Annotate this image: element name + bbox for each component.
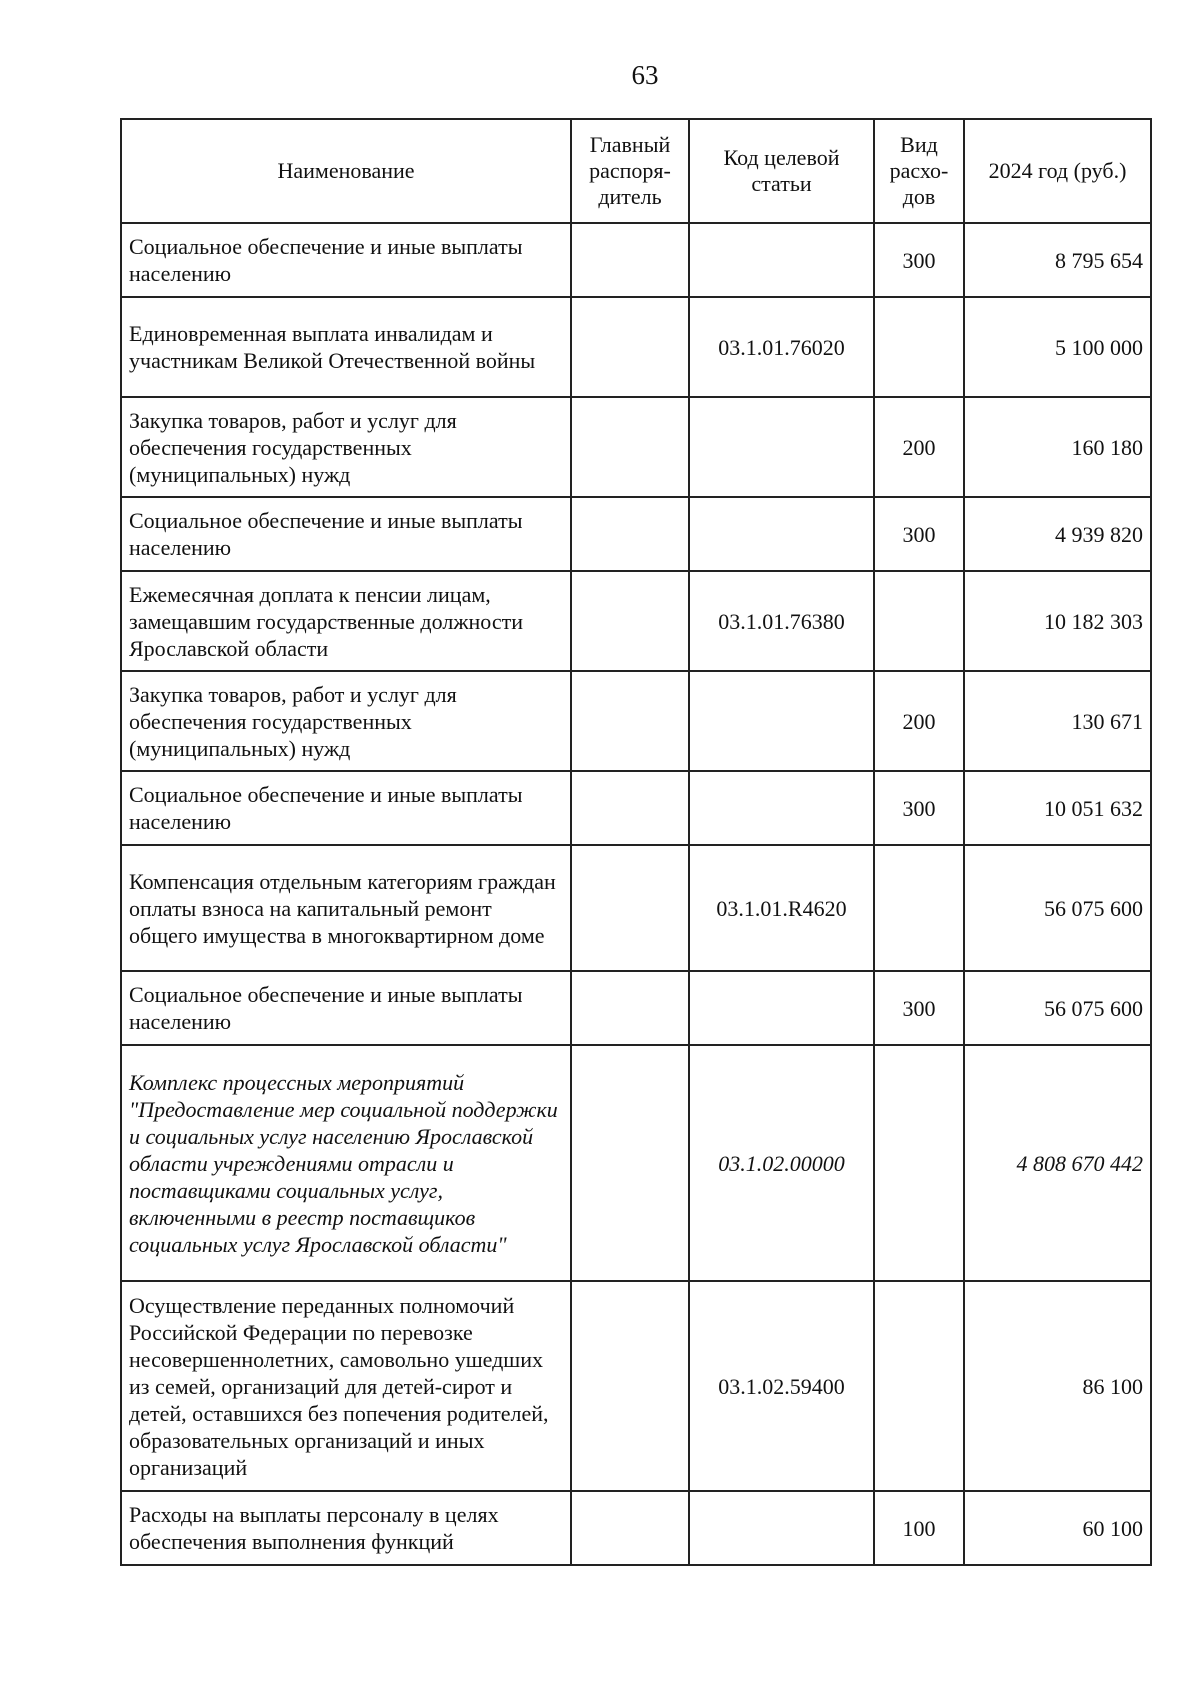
table-row (121, 223, 1151, 297)
table-body (121, 223, 1151, 1565)
row-code-cell: 03.1.01.R4620 (689, 845, 874, 971)
row-name-cell: Осуществление переданных полномочий Российской Федерации по перевозке несовершеннолетних, самовольно ушедших из семей, организаций для детей-сирот и детей, оставшихся без попечения родителей, образовательных организаций и иных организаций (121, 1281, 571, 1491)
row-expense-type-cell (874, 297, 964, 397)
row-amount-cell: 4 808 670 442 (964, 1045, 1151, 1281)
row-manager-cell (571, 397, 689, 497)
row-amount-cell: 10 182 303 (964, 571, 1151, 671)
budget-table (120, 118, 1152, 1566)
row-expense-type-cell (874, 1281, 964, 1491)
row-amount-cell: 86 100 (964, 1281, 1151, 1491)
row-expense-type-cell: 200 (874, 671, 964, 771)
header-code: Код целевой статьи (689, 119, 874, 223)
row-name-cell: Социальное обеспечение и иные выплаты населению (121, 971, 571, 1045)
row-expense-type-cell: 300 (874, 223, 964, 297)
row-expense-type-cell: 100 (874, 1491, 964, 1565)
table-header-row (121, 119, 1151, 223)
row-manager-cell (571, 297, 689, 397)
row-name-cell: Комплекс процессных мероприятий "Предоставление мер социальной поддержки и социальных услуг населению Ярославской области учреждениями отрасли и поставщиками социальных услуг, включенными в реестр поставщиков социальных услуг Ярославской области" (121, 1045, 571, 1281)
row-code-cell (689, 223, 874, 297)
row-code-cell (689, 397, 874, 497)
table-row (121, 571, 1151, 671)
row-expense-type-cell (874, 571, 964, 671)
row-amount-cell: 130 671 (964, 671, 1151, 771)
row-amount-cell: 8 795 654 (964, 223, 1151, 297)
row-name-cell: Ежемесячная доплата к пенсии лицам, замещавшим государственные должности Ярославской области (121, 571, 571, 671)
row-manager-cell (571, 497, 689, 571)
row-manager-cell (571, 1281, 689, 1491)
row-code-cell (689, 971, 874, 1045)
row-expense-type-cell: 300 (874, 971, 964, 1045)
header-amount: 2024 год (руб.) (964, 119, 1151, 223)
row-code-cell: 03.1.01.76380 (689, 571, 874, 671)
row-name-cell: Социальное обеспечение и иные выплаты населению (121, 497, 571, 571)
table-row (121, 971, 1151, 1045)
row-expense-type-cell: 300 (874, 771, 964, 845)
row-manager-cell (571, 1045, 689, 1281)
row-manager-cell (571, 223, 689, 297)
row-name-cell: Закупка товаров, работ и услуг для обеспечения государственных (муниципальных) нужд (121, 397, 571, 497)
page-number: 63 (631, 60, 659, 90)
row-amount-cell: 56 075 600 (964, 845, 1151, 971)
row-manager-cell (571, 845, 689, 971)
row-expense-type-cell: 300 (874, 497, 964, 571)
table-row (121, 397, 1151, 497)
row-name-cell: Расходы на выплаты персоналу в целях обеспечения выполнения функций (121, 1491, 571, 1565)
table-row (121, 497, 1151, 571)
row-manager-cell (571, 1491, 689, 1565)
row-amount-cell: 5 100 000 (964, 297, 1151, 397)
row-name-cell: Социальное обеспечение и иные выплаты населению (121, 223, 571, 297)
table-row (121, 1491, 1151, 1565)
row-code-cell (689, 497, 874, 571)
row-code-cell (689, 771, 874, 845)
row-manager-cell (571, 971, 689, 1045)
row-code-cell: 03.1.02.00000 (689, 1045, 874, 1281)
row-manager-cell (571, 671, 689, 771)
header-name: Наименование (121, 119, 571, 223)
row-expense-type-cell (874, 1045, 964, 1281)
table-row (121, 845, 1151, 971)
row-amount-cell: 4 939 820 (964, 497, 1151, 571)
row-amount-cell: 60 100 (964, 1491, 1151, 1565)
row-name-cell: Закупка товаров, работ и услуг для обеспечения государственных (муниципальных) нужд (121, 671, 571, 771)
header-manager: Главный распоря-дитель (571, 119, 689, 223)
row-manager-cell (571, 771, 689, 845)
row-code-cell (689, 1491, 874, 1565)
row-manager-cell (571, 571, 689, 671)
row-amount-cell: 160 180 (964, 397, 1151, 497)
row-code-cell: 03.1.01.76020 (689, 297, 874, 397)
row-code-cell: 03.1.02.59400 (689, 1281, 874, 1491)
table-row (121, 1045, 1151, 1281)
table-row (121, 1281, 1151, 1491)
row-amount-cell: 10 051 632 (964, 771, 1151, 845)
row-expense-type-cell (874, 845, 964, 971)
row-name-cell: Компенсация отдельным категориям граждан оплаты взноса на капитальный ремонт общего имущества в многоквартирном доме (121, 845, 571, 971)
row-expense-type-cell: 200 (874, 397, 964, 497)
table-row (121, 671, 1151, 771)
row-code-cell (689, 671, 874, 771)
row-name-cell: Единовременная выплата инвалидам и участникам Великой Отечественной войны (121, 297, 571, 397)
row-name-cell: Социальное обеспечение и иные выплаты населению (121, 771, 571, 845)
table-row (121, 771, 1151, 845)
row-amount-cell: 56 075 600 (964, 971, 1151, 1045)
header-expense-type: Вид расхо-дов (874, 119, 964, 223)
table-row (121, 297, 1151, 397)
